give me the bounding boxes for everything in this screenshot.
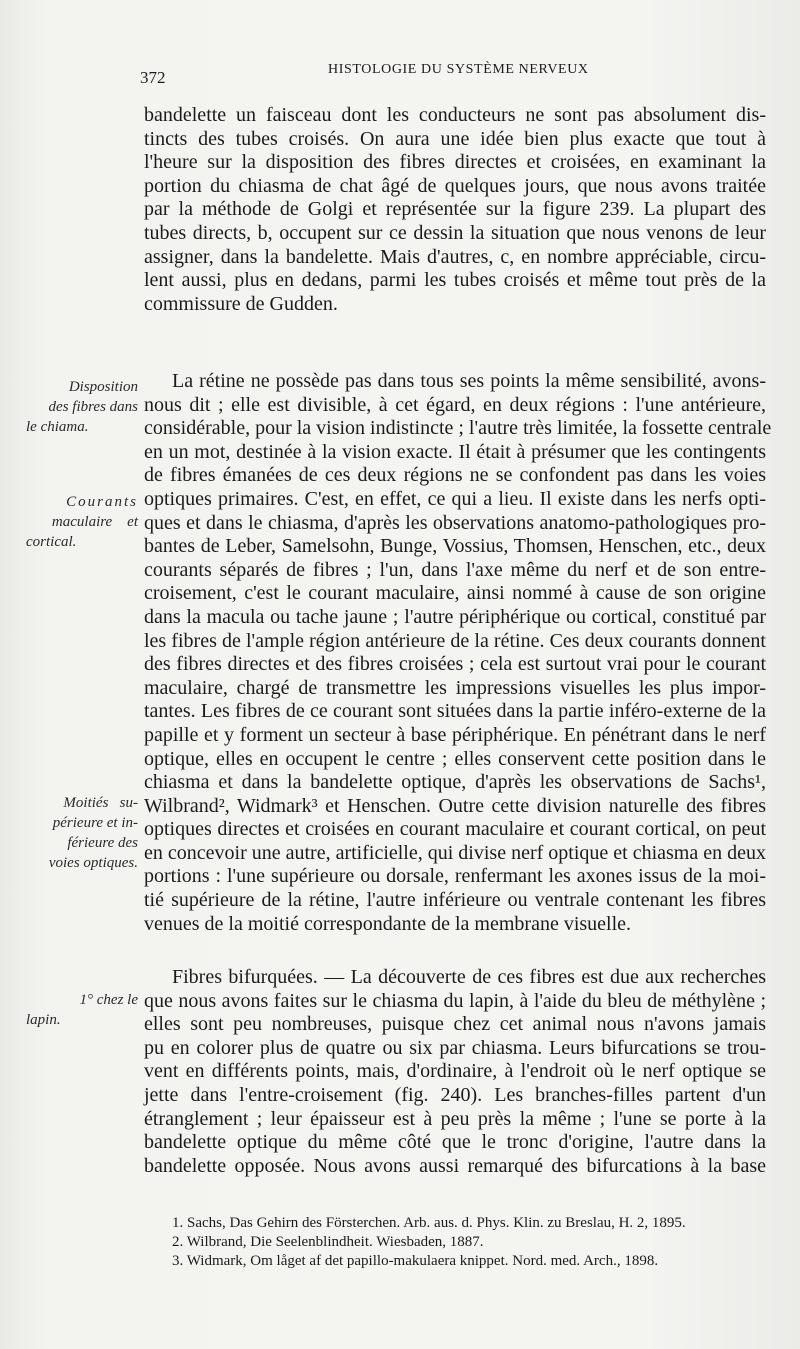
margin-note-line: lapin. (26, 1012, 61, 1028)
running-head: HISTOLOGIE DU SYSTÈME NERVEUX (328, 62, 589, 77)
paragraph-continuation (144, 104, 766, 316)
text-line: vent en différents points, mais, d'ordinaire, à l'endroit où le nerf optique se (144, 1060, 766, 1083)
margin-note-lapin (26, 990, 138, 1030)
text-line: commissure de Gudden. (144, 292, 338, 315)
text-line: nous dit ; elle est divisible, à cet égard, en deux régions : l'une antérieure, (144, 393, 766, 416)
text-line: venues de la moitié correspondante de la membrane visuelle. (144, 912, 632, 935)
text-line: croisement, c'est le courant maculaire, ainsi nommé à cause de son origine (144, 582, 766, 605)
text-line: de fibres émanées de ces deux régions ne se confondent pas dans les voies (144, 464, 766, 487)
text-line: en concevoir une autre, artificielle, qui divise nerf optique et chiasma en deux (144, 841, 766, 864)
margin-note-line: Courants (66, 494, 138, 510)
text-line: bandelette un faisceau dont les conducteurs ne sont pas absolument dis- (144, 104, 766, 126)
footnote: 1. Sachs, Das Gehirn des Försterchen. Arb. aus. d. Phys. Klin. zu Breslau, H. 2, 1895. (172, 1215, 686, 1231)
text-line: tié supérieure de la rétine, l'autre inférieure ou ventrale contenant les fibres (144, 889, 766, 912)
margin-note-courants (26, 492, 138, 552)
text-line: tantes. Les fibres de ce courant sont situées dans la partie inféro-externe de la (144, 700, 766, 723)
text-line: des fibres directes et des fibres croisées ; cela est surtout vrai pour le courant (144, 653, 766, 676)
text-line: que nous avons faites sur le chiasma du lapin, à l'aide du bleu de méthylène ; (144, 989, 766, 1012)
text-line: La rétine ne possède pas dans tous ses points la même sensibilité, avons- (172, 370, 766, 392)
text-line: ques et dans le chiasma, d'après les observations anatomo-pathologiques pro- (144, 511, 766, 534)
text-line: Fibres bifurquées. — La découverte de ces fibres est due aux recherches (172, 966, 766, 988)
page-header (140, 60, 780, 87)
text-line: courants séparés de fibres ; l'un, dans l'axe même du nerf et de son entre- (144, 558, 766, 581)
margin-note-line: périeure et in- (52, 815, 138, 831)
paragraph-retine (144, 370, 772, 936)
margin-note-line: Moitiés su- (63, 795, 138, 811)
text-line: étranglement ; leur épaisseur est à peu près la même ; l'une se porte à la (144, 1107, 766, 1130)
text-line: tubes directs, b, occupent sur ce dessin la situation que nous venons de leur (144, 221, 766, 244)
text-line: jette dans l'entre-croisement (fig. 240). Les branches-filles partent d'un (144, 1083, 766, 1106)
margin-note-line: le chiama. (26, 419, 89, 435)
margin-note-line: cortical. (26, 534, 77, 550)
text-line: optiques primaires. C'est, en effet, ce qui a lieu. Il existe dans les nerfs opti- (144, 487, 766, 510)
text-line: tincts des tubes croisés. On aura une idée bien plus exacte que tout à (144, 127, 766, 150)
text-line: lent aussi, plus en dedans, parmi les tubes croisés et même tout près de la (144, 269, 766, 292)
margin-note-line: 1° chez le (79, 992, 138, 1008)
text-line: Wilbrand², Widmark³ et Henschen. Outre cette division naturelle des fibres (144, 794, 766, 817)
text-line: elles sont peu nombreuses, puisque chez cet animal nous n'avons jamais (144, 1013, 766, 1036)
text-line: considérable, pour la vision indistincte ; l'autre très limitée, la fossette centrale (144, 417, 772, 440)
text-line: chiasma et dans la bandelette optique, d'après les observations de Sachs¹, (144, 771, 766, 794)
footnote: 3. Widmark, Om låget af det papillo-makulaera knippet. Nord. med. Arch., 1898. (172, 1253, 659, 1269)
text-line: l'heure sur la disposition des fibres directes et croisées, en examinant la (144, 151, 766, 174)
page-number: 372 (140, 68, 166, 87)
text-line: portions : l'une supérieure ou dorsale, renfermant les axones issus de la moi- (144, 865, 766, 888)
footnote: 2. Wilbrand, Die Seelenblindheit. Wiesbaden, 1887. (172, 1234, 484, 1250)
margin-note-line: férieure des (67, 835, 138, 851)
margin-note-line: Disposition (68, 379, 138, 395)
text-line: en un mot, destinée à la vision exacte. Il était à présumer que les contingents (144, 440, 766, 463)
margin-note-disposition (26, 377, 138, 437)
text-line: papille et y forment un secteur à base périphérique. En pénétrant dans le nerf (144, 723, 766, 746)
text-line: optique, elles en occupent le centre ; elles conservent cette position dans le (144, 747, 766, 770)
footnotes (172, 1214, 772, 1271)
text-line: pu en colorer plus de quatre ou six par chiasma. Leurs bifurcations se trou- (144, 1036, 766, 1059)
text-line: par la méthode de Golgi et représentée sur la figure 239. La plupart des (144, 198, 766, 221)
margin-note-line: des fibres dans (48, 399, 138, 415)
margin-note-line: maculaire et (51, 514, 138, 530)
paragraph-fibres-bifurquees (144, 966, 766, 1178)
text-line: maculaire, chargé de transmettre les impressions visuelles les plus impor- (144, 676, 766, 699)
text-line: optiques directes et croisées en courant maculaire et courant cortical, on peut (144, 818, 766, 841)
text-line: bantes de Leber, Samelsohn, Bunge, Vossius, Thomsen, Henschen, etc., deux (144, 535, 766, 558)
text-line: bandelette optique du même côté que le tronc d'origine, l'autre dans la (144, 1131, 766, 1154)
margin-note-moities (26, 793, 138, 873)
text-line: portion du chiasma de chat âgé de quelques jours, que nous avons traitée (144, 174, 766, 197)
text-line: bandelette opposée. Nous avons aussi remarqué des bifurcations à la base (144, 1154, 766, 1177)
text-line: dans la macula ou tache jaune ; l'autre périphérique ou cortical, constitué par (144, 605, 766, 628)
text-line: les fibres de l'ample région antérieure de la rétine. Ces deux courants donnent (144, 629, 766, 652)
margin-note-line: voies optiques. (48, 855, 138, 871)
text-line: assigner, dans la bandelette. Mais d'autres, c, en nombre appréciable, circu- (144, 245, 766, 268)
